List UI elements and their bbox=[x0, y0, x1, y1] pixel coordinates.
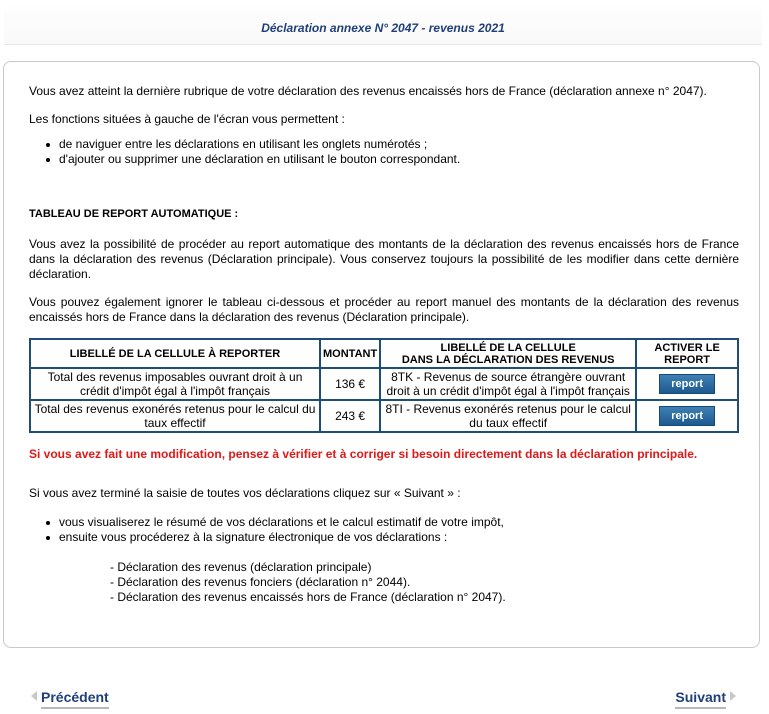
warning-message: Si vous avez fait une modification, pensez à vérifier et à corriger si besoin directement dans la déclaration principale. bbox=[29, 447, 698, 461]
row-activer bbox=[636, 368, 738, 400]
declaration-item: - Déclaration des revenus (déclaration principale) bbox=[110, 560, 372, 574]
previous-label: Précédent bbox=[41, 689, 109, 709]
column-header-libelle: LIBELLÉ DE LA CELLULE À REPORTER bbox=[30, 339, 320, 368]
functions-paragraph: Les fonctions situées à gauche de l'écran vous permettent : bbox=[29, 112, 345, 126]
report-table bbox=[29, 338, 739, 433]
row-montant: 136 € bbox=[320, 368, 380, 400]
table-header-row bbox=[30, 339, 738, 368]
declaration-item: - Déclaration des revenus fonciers (déclaration n° 2044). bbox=[110, 575, 411, 589]
column-header-activer: ACTIVER LE REPORT bbox=[636, 339, 738, 368]
arrow-left-icon bbox=[31, 691, 37, 701]
list-item: de naviguer entre les déclarations en utilisant les onglets numérotés ; bbox=[29, 137, 739, 152]
row-cellule: 8TI - Revenus exonérés retenus pour le calcul du taux effectif bbox=[380, 400, 636, 432]
report-section-title: TABLEAU DE REPORT AUTOMATIQUE : bbox=[29, 208, 239, 220]
column-header-cellule-line2: DANS LA DÉCLARATION DES REVENUS bbox=[401, 353, 615, 366]
arrow-right-icon bbox=[730, 691, 736, 701]
row-libelle: Total des revenus imposables ouvrant droit à un crédit d'impôt égal à l'impôt français bbox=[30, 368, 320, 400]
list-item: ensuite vous procéderez à la signature électronique de vos déclarations : bbox=[29, 530, 739, 545]
functions-list bbox=[29, 137, 739, 167]
manual-report-paragraph: Vous pouvez également ignorer le tableau ci-dessous et procéder au report manuel des montants de la déclaration des revenus encaissés hors de France dans la déclaration des revenus (Déclaration principale). bbox=[29, 295, 739, 324]
table-row bbox=[30, 400, 738, 432]
finish-paragraph: Si vous avez terminé la saisie de toutes vos déclarations cliquez sur « Suivant » : bbox=[29, 486, 461, 500]
report-button-8ti[interactable]: report bbox=[659, 406, 715, 426]
list-item: vous visualiserez le résumé de vos déclarations et le calcul estimatif de votre impôt, bbox=[29, 515, 739, 530]
finish-list bbox=[29, 515, 739, 545]
content bbox=[29, 84, 739, 605]
report-paragraph: Vous avez la possibilité de procéder au report automatique des montants de la déclaration des revenus encaissés hors de France dans la déclaration des revenus (Déclaration principale). Vous conservez toujours la possibilité de les modifier dans cette dernière déclaration. bbox=[29, 237, 739, 281]
column-header-cellule-line1: LIBELLÉ DE LA CELLULE bbox=[440, 341, 576, 354]
row-cellule: 8TK - Revenus de source étrangère ouvrant droit à un crédit d'impôt égal à l'impôt français bbox=[380, 368, 636, 400]
content-panel bbox=[3, 61, 760, 648]
previous-button[interactable] bbox=[31, 689, 109, 705]
column-header-montant: MONTANT bbox=[320, 339, 380, 368]
intro-paragraph: Vous avez atteint la dernière rubrique de votre déclaration des revenus encaissés hors de France (déclaration annexe n° 2047). bbox=[29, 84, 707, 98]
row-montant: 243 € bbox=[320, 400, 380, 432]
row-libelle: Total des revenus exonérés retenus pour le calcul du taux effectif bbox=[30, 400, 320, 432]
next-label: Suivant bbox=[675, 689, 726, 709]
declaration-item: - Déclaration des revenus encaissés hors de France (déclaration n° 2047). bbox=[110, 590, 506, 604]
table-row bbox=[30, 368, 738, 400]
page-title: Déclaration annexe N° 2047 - revenus 2021 bbox=[261, 21, 505, 35]
column-header-cellule bbox=[380, 339, 636, 368]
row-activer bbox=[636, 400, 738, 432]
next-button[interactable] bbox=[675, 689, 736, 705]
report-button-8tk[interactable]: report bbox=[659, 374, 715, 394]
declarations-list bbox=[29, 560, 739, 605]
list-item: d'ajouter ou supprimer une déclaration en utilisant le bouton correspondant. bbox=[29, 152, 739, 167]
page-header bbox=[4, 0, 762, 45]
